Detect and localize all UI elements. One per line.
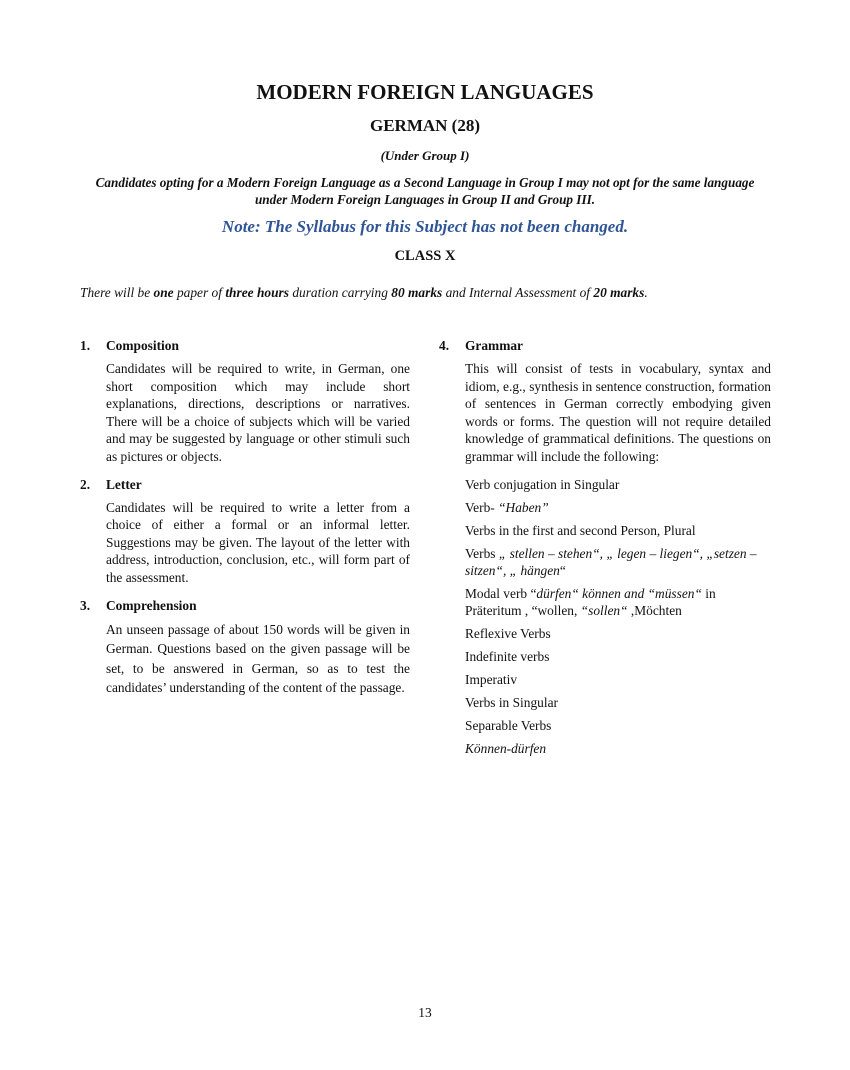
grammar-item-text: Modal verb “ <box>465 585 537 601</box>
grammar-item: Separable Verbs <box>465 717 552 733</box>
grammar-item-example: dürfen“ können and “müssen“ <box>536 585 702 601</box>
subject-title: GERMAN (28) <box>369 116 480 135</box>
grammar-item-example: “sollen“ <box>580 602 628 618</box>
exam-intro <box>80 285 780 301</box>
grammar-item-example: “Haben” <box>498 499 549 515</box>
intro-bold-1: one <box>153 285 174 300</box>
intro-text-4: and Internal Assessment of <box>442 285 594 300</box>
grammar-item: Verbs in Singular <box>465 694 558 710</box>
grammar-item: Können-dürfen <box>465 740 547 756</box>
grammar-item: Indefinite verbs <box>465 648 550 664</box>
grammar-item: Imperativ <box>465 671 518 687</box>
section-composition <box>80 337 410 466</box>
section-title: Letter <box>106 476 142 492</box>
grammar-item-example: „ stellen – stehen“, „ legen – liegen“, „setzen – sitzen“, „ hängen <box>465 545 757 578</box>
grammar-item-text: “ <box>559 562 566 578</box>
grammar-item: Reflexive Verbs <box>465 625 551 641</box>
grammar-item: Verbs in the first and second Person, Plural <box>465 522 696 538</box>
grammar-item <box>465 585 771 619</box>
section-body: This will consist of tests in vocabulary, syntax and idiom, e.g., synthesis in sentence construction, formation of sentences in German correctly embodying given words or forms. The question will not require detailed knowledge of grammatical definitions. The questions on grammar will include the following: <box>465 361 771 464</box>
intro-text-2: paper of <box>173 285 226 300</box>
intro-text-3: duration carrying <box>288 285 392 300</box>
page-title: MODERN FOREIGN LANGUAGES <box>256 80 594 104</box>
group-label: (Under Group I) <box>380 148 470 163</box>
section-body: Candidates will be required to write, in German, one short composition which may include short explanations, directions, descriptions or narratives. There will be a choice of subjects which will be varied and may be suggested by language or other stimuli such as pictures or objects. <box>106 361 410 464</box>
section-title: Composition <box>106 338 179 353</box>
intro-bold-3: 80 marks <box>391 285 443 300</box>
grammar-item <box>465 545 771 579</box>
section-number: 2. <box>80 476 91 492</box>
section-heading <box>80 476 410 493</box>
intro-bold-4: 20 marks <box>593 285 645 300</box>
section-body: An unseen passage of about 150 words will be given in German. Questions based on the given passage will be set, to be answered in German, so as to test the candidates’ understanding of the content of the passage. <box>106 621 410 696</box>
class-heading: CLASS X <box>394 248 456 264</box>
section-grammar <box>439 337 771 466</box>
grammar-item: Verb conjugation in Singular <box>465 476 620 492</box>
section-number: 1. <box>80 338 91 353</box>
section-heading <box>80 597 410 614</box>
grammar-item-text: in Präteritum , “wollen, <box>465 585 716 618</box>
section-title: Comprehension <box>106 597 197 613</box>
right-column <box>439 337 771 763</box>
left-column <box>80 337 410 708</box>
syllabus-note: Note: The Syllabus for this Subject has not been changed. <box>221 217 629 236</box>
section-heading <box>439 337 771 354</box>
section-body: Candidates will be required to write a letter from a choice of either a formal or an informal letter. Suggestions may be given. The layout of the letter with address, introduction, conclusion, etc., will form part of the assessment. <box>106 499 410 585</box>
intro-bold-2: three hours <box>225 285 289 300</box>
section-comprehension <box>80 597 410 698</box>
section-heading <box>80 337 410 354</box>
section-letter <box>80 476 410 587</box>
candidates-note: Candidates opting for a Modern Foreign Language as a Second Language in Group I may not opt for the same language under Modern Foreign Languages in Group II and Group III. <box>95 175 755 207</box>
section-title: Grammar <box>465 338 524 353</box>
grammar-item <box>465 499 771 516</box>
grammar-item-text: Verbs <box>465 545 499 561</box>
intro-text-5: . <box>644 285 648 300</box>
section-number: 4. <box>439 338 450 353</box>
page-number: 13 <box>418 1005 432 1020</box>
section-number: 3. <box>80 597 91 613</box>
grammar-item-text: ,Möchten <box>627 602 682 618</box>
grammar-item-text: Verb- <box>465 499 499 515</box>
intro-text-1: There will be <box>80 285 154 300</box>
